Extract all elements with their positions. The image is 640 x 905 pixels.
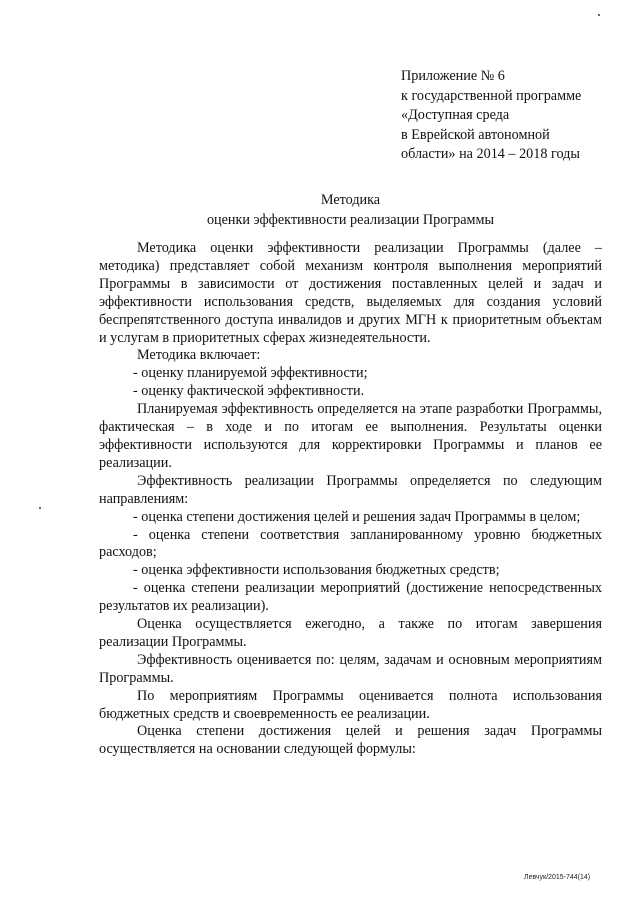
annex-header [401, 67, 616, 165]
document-subtitle: оценки эффективности реализации Программы [206, 212, 495, 228]
annex-line: области» на 2014 – 2018 годы [401, 146, 580, 163]
list-item: - оценка эффективности использования бюджетных средств; [133, 562, 500, 579]
list-item: - оценку планируемой эффективности; [133, 365, 368, 382]
annex-line: к государственной программе [401, 87, 582, 104]
paragraph-evaluated-by: Эффективность оценивается по: целям, задачам и основным мероприятиям Программы. [99, 651, 602, 686]
document-title: Методика [320, 192, 381, 208]
paragraph-directions: Эффективность реализации Программы определяется по следующим направлениям: [99, 472, 602, 507]
paragraph-frequency: Оценка осуществляется ежегодно, а также по итогам завершения реализации Программы. [99, 616, 602, 650]
paragraph-by-measures: По мероприятиям Программы оценивается полнота использования бюджетных средств и своевременность ее реализации. [99, 687, 602, 722]
annex-line: Приложение № 6 [401, 68, 505, 84]
paragraph-planned-efficiency: Планируемая эффективность определяется на этапе разработки Программы, фактическая – в ходе и по итогам ее выполнения. Результаты оценки эффективности используются для корректировки Программы и планов ее реализации. [99, 401, 602, 471]
footer-code: Левчук/2015-744(14) [524, 874, 591, 881]
list-item: - оценка степени соответствия запланированному уровню бюджетных расходов; [99, 526, 602, 561]
list-item: - оценку фактической эффективности. [133, 383, 365, 400]
paragraph-formula-intro: Оценка степени достижения целей и решения задач Программы осуществляется на основании следующей формулы: [99, 723, 602, 758]
scan-speck [598, 14, 600, 16]
annex-line: «Доступная среда [401, 107, 510, 124]
list-item: - оценка степени реализации мероприятий (достижение непосредственных результатов их реализации). [99, 580, 602, 615]
paragraph-methodology-includes: Методика включает: [137, 347, 261, 364]
document-body [99, 240, 602, 759]
scan-speck [39, 507, 41, 509]
annex-line: в Еврейской автономной [401, 126, 550, 143]
list-item: - оценка степени достижения целей и решения задач Программы в целом; [133, 508, 581, 525]
paragraph-intro: Методика оценки эффективности реализации Программы (далее – методика) представляет собой механизм контроля выполнения мероприятий Программы в зависимости от достижения поставленных целей и задач и эффективности использования средств, выделяемых для создания условий беспрепятственного доступа инвалидов и других МГН к приоритетным объектам и услугам в приоритетных сферах жизнедеятельности. [99, 240, 602, 346]
